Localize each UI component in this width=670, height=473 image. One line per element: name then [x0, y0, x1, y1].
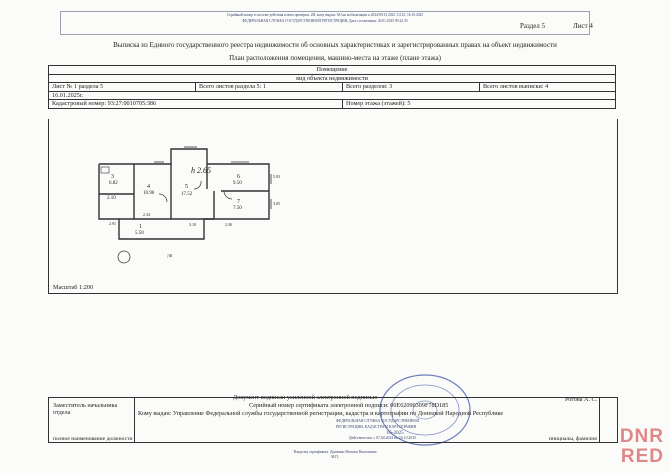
total-sheets-section: Всего листов раздела 5: 1 — [196, 83, 343, 92]
room-1-area: 5.50 — [135, 231, 144, 236]
sheet-number: Лист 4 — [573, 22, 593, 30]
watermark-line-2: RED — [620, 446, 664, 467]
dim-label: 2.30 — [225, 222, 232, 227]
entry-label: ЛК — [166, 252, 173, 259]
watermark-line-1: DNR — [619, 426, 664, 447]
room-5-area: 17.52 — [181, 192, 193, 197]
room-2-area: 2.10 — [107, 196, 116, 201]
room-5-number: 5 — [185, 184, 188, 190]
position-caption: полное наименование должности — [53, 436, 133, 442]
dim-label: 2.34 — [143, 212, 150, 217]
footer-line-1: Владелец сертификата: Дьяченко Наталья Васильевна — [293, 450, 377, 454]
footer-line-2: М.П. — [331, 454, 339, 459]
room-4-area: 10.96 — [143, 191, 155, 196]
plan-scale: Масштаб 1:200 — [53, 284, 94, 291]
dim-label: 3.10 — [189, 222, 196, 227]
section-number: Раздел 5 — [520, 22, 546, 30]
document-subtitle: План расположения помещения, машино-места на этаже (плане этажа) — [229, 54, 441, 62]
document-title: Выписка из Единого государственного реестра недвижимости об основных характеристиках и зарегистрированных правах на объект недвижимости — [113, 41, 557, 49]
seal-line-1: ФЕДЕРАЛЬНАЯ СЛУЖБА ГОСУДАРСТВЕННОЙ — [336, 419, 420, 423]
signer-name: Рогова А. С. — [565, 396, 598, 403]
room-3-number: 3 — [111, 174, 114, 180]
extract-date: 16.01.2025г. — [49, 91, 616, 100]
signature-block — [48, 394, 618, 443]
floor-plan-drawing — [49, 119, 617, 293]
floor-number: Номер этажа (этажей): 5 — [343, 100, 616, 109]
room-6-number: 6 — [237, 174, 240, 180]
document-footer — [60, 450, 610, 459]
dim-label: 3.05 — [273, 201, 280, 206]
seal-line-3: 05-2025 — [387, 431, 404, 436]
seal-line-2: РЕГИСТРАЦИИ, КАДАСТРА И КАРТОГРАФИИ — [336, 425, 417, 429]
total-sections: Всего разделов: 3 — [343, 83, 480, 92]
sheet-of-section: Лист № 1 раздела 5 — [49, 83, 196, 92]
room-6-area: 9.50 — [233, 181, 242, 186]
cadastral-number: Кадастровый номер: 93:27:0010705:386 — [49, 100, 343, 109]
room-7-area: 7.50 — [233, 206, 242, 211]
room-4-number: 4 — [147, 184, 150, 190]
signer-position: Заместитель начальника отдела — [53, 402, 118, 416]
total-sheets-extract: Всего листов выписки: 4 — [480, 83, 616, 92]
stamp-line-1: Серийный номер в системе действия ключа проверки: 2Н, кому выдан: АО на мобилизации к 2024/05/13 2025 1/4 23, 16.10.2025 — [226, 13, 424, 17]
room-1-number: 1 — [139, 224, 142, 230]
room-3-area: 6.82 — [109, 181, 118, 186]
object-info-table — [48, 65, 616, 109]
dim-label: 2.91 — [109, 221, 116, 226]
signature-valid: Действителен: с 07.04.2024 по 16.10.2025 — [349, 436, 417, 440]
signature-title: Документ подписан усиленной электронной подписью — [233, 394, 378, 401]
object-type-caption: вид объекта недвижимости — [49, 74, 616, 83]
floor-plan-area — [48, 119, 618, 294]
room-7-number: 7 — [237, 199, 240, 205]
name-caption: инициалы, фамилия — [549, 436, 597, 442]
dim-label: 5.03 — [273, 174, 280, 179]
signature-issued-to: Кому выдан: Управление Федеральной службы государственной регистрации, кадастра и картографии по Донецкой Народной Республике — [138, 410, 504, 417]
object-type: Помещение — [49, 66, 616, 75]
signature-serial: Серийный номер сертификата электронной подписи: 00E62090309F78D185 — [249, 402, 449, 409]
site-watermark — [590, 427, 664, 467]
stamp-line-2: ФЕДЕРАЛЬНАЯ СЛУЖБА ГОСУДАРСТВЕННОЙ РЕГИСТРАЦИИ, Дата составления: 20.01.2025 09:22:35 — [242, 18, 408, 23]
electronic-signature-stamp — [60, 11, 590, 35]
ceiling-height-label: h 2.65 — [191, 166, 211, 175]
